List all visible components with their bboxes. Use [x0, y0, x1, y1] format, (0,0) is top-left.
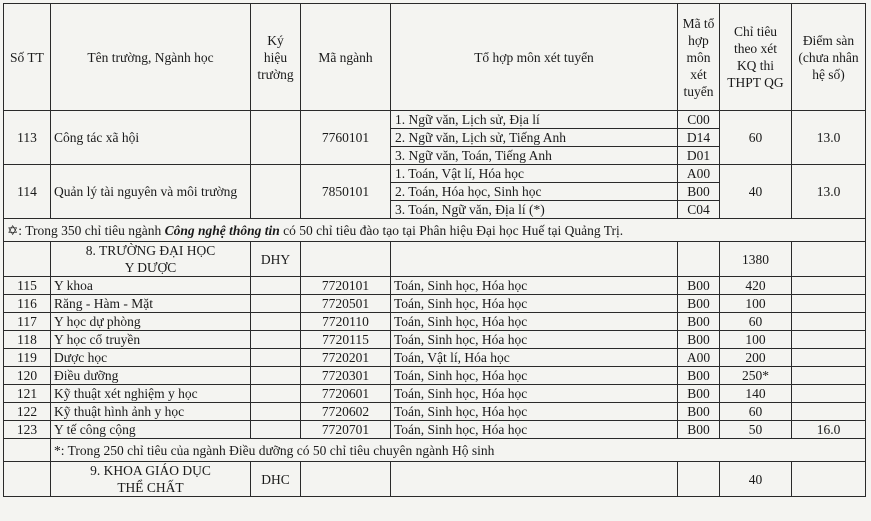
program-code: 7720701 — [301, 421, 391, 439]
program-school-code — [251, 385, 301, 403]
program-code: 7720101 — [301, 277, 391, 295]
combination-item: 3. Toán, Ngữ văn, Địa lí (*) — [395, 202, 545, 217]
program-name: Kỹ thuật hình ảnh y học — [51, 403, 251, 421]
program-row — [4, 367, 866, 385]
program-combination-code: B00 — [678, 277, 720, 295]
header-program-code: Mã ngành — [301, 4, 391, 111]
program-row — [4, 295, 866, 313]
program-floor-score — [792, 403, 866, 421]
program-row — [4, 165, 866, 219]
program-name: Y học cổ truyền — [51, 331, 251, 349]
program-stt: 119 — [4, 349, 51, 367]
school-code-medicine: DHY — [251, 242, 301, 277]
program-quota: 60 — [720, 313, 792, 331]
program-code: 7720110 — [301, 313, 391, 331]
combination-item: 1. Toán, Vật lí, Hóa học — [391, 165, 677, 183]
program-row — [4, 111, 866, 165]
program-stt: 117 — [4, 313, 51, 331]
program-quota: 60 — [720, 403, 792, 421]
program-quota: 40 — [720, 165, 792, 219]
program-name: Điều dưỡng — [51, 367, 251, 385]
program-combination-code: A00 — [678, 349, 720, 367]
program-combination: Toán, Sinh học, Hóa học — [391, 331, 678, 349]
program-stt: 118 — [4, 331, 51, 349]
program-stt: 116 — [4, 295, 51, 313]
program-combination-code: B00 — [678, 421, 720, 439]
program-combination: Toán, Sinh học, Hóa học — [391, 367, 678, 385]
program-combination: Toán, Sinh học, Hóa học — [391, 313, 678, 331]
program-quota: 60 — [720, 111, 792, 165]
note-it-quota: ✡: Trong 350 chỉ tiêu ngành Công nghệ thông tin có 50 chỉ tiêu đào tạo tại Phân hiệu Đại học Huế tại Quảng Trị. — [4, 219, 866, 242]
program-combination-code: B00 — [678, 295, 720, 313]
school-name-physical-education: 9. KHOA GIÁO DỤC THỂ CHẤT — [51, 462, 251, 497]
program-school-code — [251, 331, 301, 349]
program-row — [4, 385, 866, 403]
note-row-it — [4, 219, 866, 242]
program-combination: Toán, Sinh học, Hóa học — [391, 385, 678, 403]
program-combination: Toán, Sinh học, Hóa học — [391, 295, 678, 313]
program-floor-score — [792, 331, 866, 349]
program-floor-score: 16.0 — [792, 421, 866, 439]
header-school-program: Tên trường, Ngành học — [51, 4, 251, 111]
program-code: 7720301 — [301, 367, 391, 385]
combination-list — [391, 165, 678, 219]
school-row-medicine — [4, 242, 866, 277]
program-quota: 100 — [720, 331, 792, 349]
program-school-code — [251, 403, 301, 421]
school-total-medicine: 1380 — [720, 242, 792, 277]
program-quota: 200 — [720, 349, 792, 367]
program-name: Y tế công cộng — [51, 421, 251, 439]
program-row — [4, 313, 866, 331]
program-stt: 113 — [4, 111, 51, 165]
header-quota: Chỉ tiêu theo xét KQ thi THPT QG — [720, 4, 792, 111]
combination-code: D14 — [678, 129, 719, 147]
school-code-physical-education: DHC — [251, 462, 301, 497]
program-stt: 123 — [4, 421, 51, 439]
program-row — [4, 349, 866, 367]
program-name: Dược học — [51, 349, 251, 367]
program-floor-score — [792, 313, 866, 331]
program-stt: 121 — [4, 385, 51, 403]
program-quota: 100 — [720, 295, 792, 313]
header-row — [4, 4, 866, 111]
header-school-code: Ký hiệu trường — [251, 4, 301, 111]
program-stt: 122 — [4, 403, 51, 421]
program-quota: 140 — [720, 385, 792, 403]
program-floor-score: 13.0 — [792, 111, 866, 165]
program-quota: 50 — [720, 421, 792, 439]
program-code: 7720501 — [301, 295, 391, 313]
program-school-code — [251, 313, 301, 331]
program-stt: 115 — [4, 277, 51, 295]
program-floor-score — [792, 367, 866, 385]
program-combination-code: B00 — [678, 403, 720, 421]
program-floor-score — [792, 295, 866, 313]
school-row-physical-education — [4, 462, 866, 497]
program-school-code — [251, 111, 301, 165]
combination-code: D01 — [686, 148, 711, 163]
combination-code: C04 — [687, 202, 710, 217]
combination-code: A00 — [678, 165, 719, 183]
program-school-code — [251, 421, 301, 439]
program-name: Công tác xã hội — [51, 111, 251, 165]
program-quota: 420 — [720, 277, 792, 295]
school-total-physical-education: 40 — [720, 462, 792, 497]
combination-list — [391, 111, 678, 165]
combination-code-list — [678, 165, 720, 219]
program-code: 7850101 — [301, 165, 391, 219]
header-floor-score: Điểm sàn (chưa nhân hệ số) — [792, 4, 866, 111]
program-code: 7720201 — [301, 349, 391, 367]
school-name-medicine: 8. TRƯỜNG ĐẠI HỌC Y DƯỢC — [51, 242, 251, 277]
header-combination-code: Mã tổ hợp môn xét tuyển — [678, 4, 720, 111]
program-name: Răng - Hàm - Mặt — [51, 295, 251, 313]
block-earlier-programs — [4, 111, 866, 219]
program-floor-score: 13.0 — [792, 165, 866, 219]
combination-code-list — [678, 111, 720, 165]
program-school-code — [251, 349, 301, 367]
note-row-nursing — [4, 439, 866, 462]
program-row — [4, 421, 866, 439]
program-code: 7720601 — [301, 385, 391, 403]
program-name: Y khoa — [51, 277, 251, 295]
program-combination: Toán, Sinh học, Hóa học — [391, 421, 678, 439]
program-row — [4, 403, 866, 421]
program-name: Y học dự phòng — [51, 313, 251, 331]
program-combination-code: B00 — [678, 313, 720, 331]
program-combination-code: B00 — [678, 385, 720, 403]
combination-code: B00 — [678, 183, 719, 201]
combination-item: 1. Ngữ văn, Lịch sử, Địa lí — [391, 111, 677, 129]
program-list-medicine — [4, 277, 866, 439]
program-stt: 114 — [4, 165, 51, 219]
program-quota: 250* — [720, 367, 792, 385]
header-stt: Số TT — [4, 4, 51, 111]
program-combination: Toán, Vật lí, Hóa học — [391, 349, 678, 367]
program-code: 7760101 — [301, 111, 391, 165]
program-combination: Toán, Sinh học, Hóa học — [391, 277, 678, 295]
program-combination-code: B00 — [678, 367, 720, 385]
program-combination-code: B00 — [678, 331, 720, 349]
program-school-code — [251, 367, 301, 385]
header-subject-combination: Tổ hợp môn xét tuyển — [391, 4, 678, 111]
program-name: Quản lý tài nguyên và môi trường — [51, 165, 251, 219]
program-stt: 120 — [4, 367, 51, 385]
combination-item: 2. Ngữ văn, Lịch sử, Tiếng Anh — [391, 129, 677, 147]
program-combination: Toán, Sinh học, Hóa học — [391, 403, 678, 421]
program-code: 7720115 — [301, 331, 391, 349]
program-school-code — [251, 295, 301, 313]
program-floor-score — [792, 385, 866, 403]
note-nursing-quota: *: Trong 250 chỉ tiêu của ngành Điều dưỡng có 50 chỉ tiêu chuyên ngành Hộ sinh — [51, 439, 866, 462]
program-floor-score — [792, 349, 866, 367]
admissions-table — [3, 3, 866, 497]
program-school-code — [251, 165, 301, 219]
program-floor-score — [792, 277, 866, 295]
combination-item: 3. Ngữ văn, Toán, Tiếng Anh — [395, 148, 552, 163]
program-school-code — [251, 277, 301, 295]
combination-item: 2. Toán, Hóa học, Sinh học — [391, 183, 677, 201]
program-name: Kỹ thuật xét nghiệm y học — [51, 385, 251, 403]
program-row — [4, 331, 866, 349]
program-row — [4, 277, 866, 295]
combination-code: C00 — [678, 111, 719, 129]
program-code: 7720602 — [301, 403, 391, 421]
